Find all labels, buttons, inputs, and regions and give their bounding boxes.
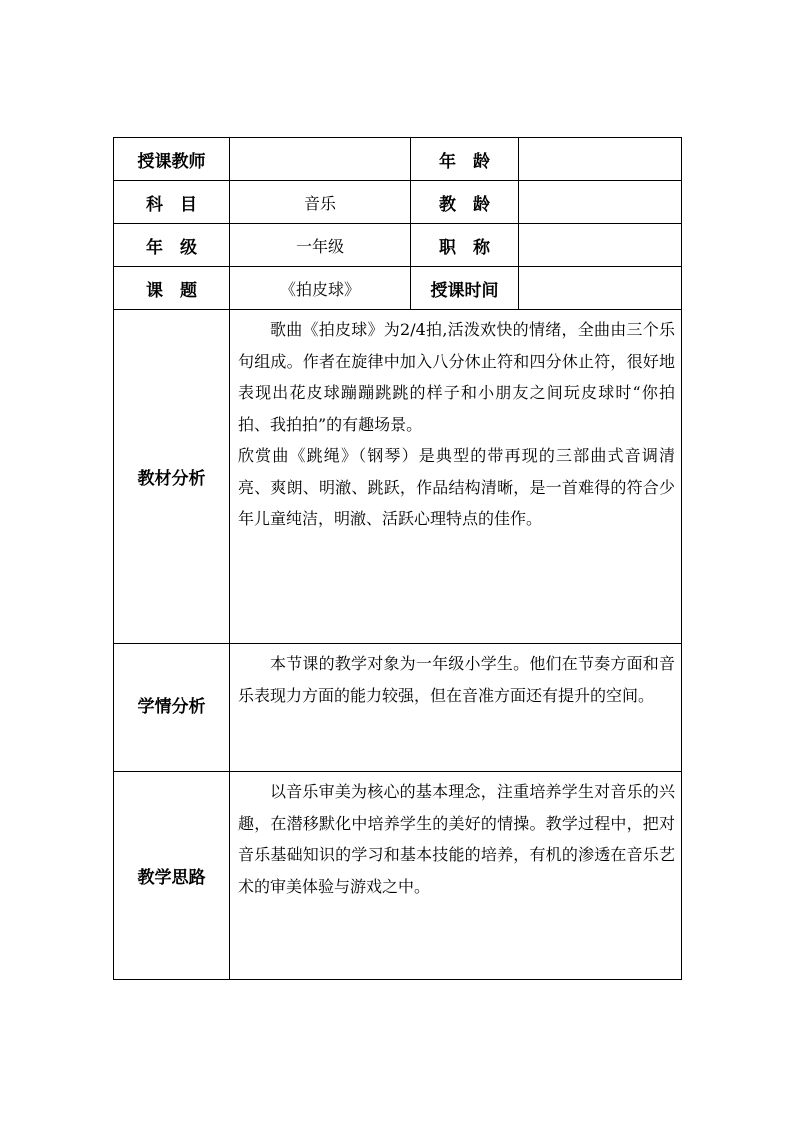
value-title [519,224,682,267]
row-grade [114,224,682,267]
label-topic: 课 题 [114,267,230,310]
label-student-analysis: 学情分析 [114,644,230,772]
value-lesson-time [519,267,682,310]
label-teaching-approach: 教学思路 [114,772,230,980]
row-topic [114,267,682,310]
value-grade: 一年级 [230,224,411,267]
teaching-approach-text [230,772,682,980]
value-teaching-years [519,181,682,224]
label-title: 职 称 [411,224,519,267]
label-subject: 科 目 [114,181,230,224]
value-topic: 《拍皮球》 [230,267,411,310]
student-analysis-paragraph: 本节课的教学对象为一年级小学生。他们在节奏方面和音乐表现力方面的能力较强，但在音准方面还有提升的空间。 [238,654,675,705]
row-teacher [114,138,682,181]
value-age [519,138,682,181]
value-teacher [230,138,411,181]
row-material-analysis [114,310,682,644]
teaching-approach-paragraph: 以音乐审美为核心的基本理念，注重培养学生对音乐的兴趣，在潜移默化中培养学生的美好的情操。教学过程中，把对音乐基础知识的学习和基本技能的培养，有机的渗透在音乐艺术的审美体验与游戏之中。 [238,782,675,896]
lesson-info-table [113,137,682,980]
material-analysis-paragraph-1: 歌曲《拍皮球》为2/4拍,活泼欢快的情绪，全曲由三个乐句组成。作者在旋律中加入八分休止符和四分休止符，很好地表现出花皮球蹦蹦跳跳的样子和小朋友之间玩皮球时“你拍拍、我拍拍”的有趣场景。 [238,320,675,434]
row-teaching-approach [114,772,682,980]
material-analysis-paragraph-2: 欣赏曲《跳绳》（钢琴）是典型的带再现的三部曲式音调清亮、爽朗、明澈、跳跃，作品结构清晰，是一首难得的符合少年儿童纯洁，明澈、活跃心理特点的佳作。 [238,446,675,528]
material-analysis-text [230,310,682,644]
value-subject: 音乐 [230,181,411,224]
label-grade: 年 级 [114,224,230,267]
label-lesson-time: 授课时间 [411,267,519,310]
label-material-analysis: 教材分析 [114,310,230,644]
label-age: 年 龄 [411,138,519,181]
label-teaching-years: 教 龄 [411,181,519,224]
label-teacher: 授课教师 [114,138,230,181]
row-subject [114,181,682,224]
row-student-analysis [114,644,682,772]
student-analysis-text [230,644,682,772]
